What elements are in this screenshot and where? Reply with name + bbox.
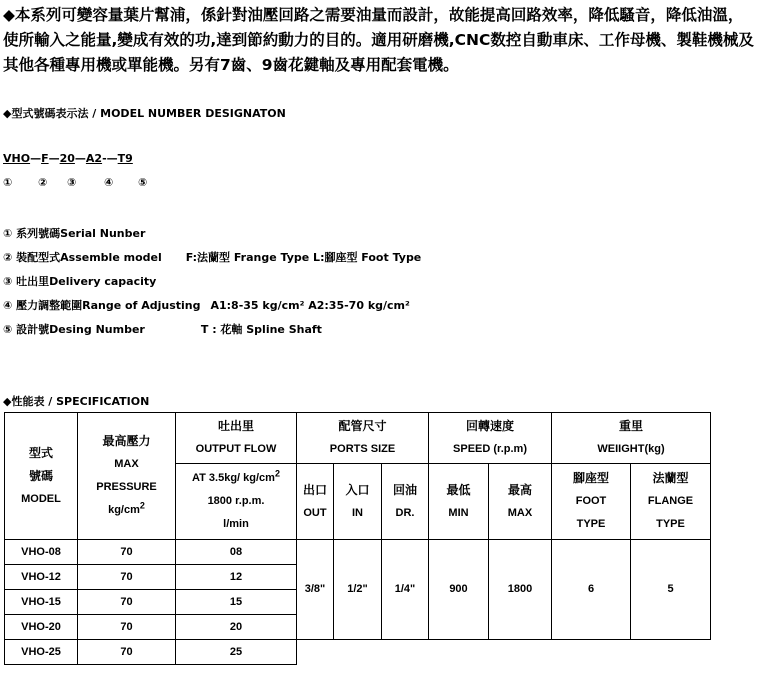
cell-pressure: 70	[78, 590, 176, 615]
header-in: 入口 IN	[334, 464, 382, 540]
model-dash: -—	[102, 152, 118, 165]
cell-foot: 6	[552, 540, 631, 640]
legend-label: ⑤ 設計號Desing Number	[3, 323, 145, 336]
empty-cell	[297, 640, 711, 665]
cell-flow: 15	[176, 590, 297, 615]
header-flow-unit: l/min	[223, 518, 249, 530]
table-row	[5, 640, 711, 665]
cell-model: VHO-12	[5, 565, 78, 590]
legend-delivery	[3, 273, 156, 289]
cell-pressure: 70	[78, 640, 176, 665]
header-flow-cn: 吐出里	[217, 419, 254, 433]
header-model	[5, 413, 78, 540]
cell-in: 1/2"	[334, 540, 382, 640]
legend-extra: T : 花軸 Spline Shaft	[200, 323, 322, 336]
header-speed	[429, 413, 552, 464]
header-weight-cn: 重里	[618, 419, 643, 433]
cell-max: 1800	[489, 540, 552, 640]
header-weight-en: WEIIGHT(kg)	[597, 443, 665, 455]
header-pressure-en1: MAX	[114, 458, 139, 470]
legend-label: ③ 吐出里Delivery capacity	[3, 275, 157, 288]
header-foot: 腳座型 FOOT TYPE	[552, 464, 631, 540]
cell-model: VHO-25	[5, 640, 78, 665]
header-flow-pressure: AT 3.5kg/ $kg/cm^2$	[192, 468, 280, 484]
cell-flow: 25	[176, 640, 297, 665]
model-dash: —	[74, 152, 86, 165]
legend-design	[3, 321, 322, 337]
legend-label: ④ 壓力調整範圍Range of Adjusting	[3, 299, 201, 312]
cell-min: 900	[429, 540, 489, 640]
header-model-cn2: 號碼	[28, 468, 53, 483]
cell-flow: 20	[176, 615, 297, 640]
header-pressure-unit: $kg/cm^2$	[108, 500, 145, 516]
header-model-en: MODEL	[21, 492, 61, 505]
header-flow-condition	[176, 464, 297, 540]
cell-model: VHO-15	[5, 590, 78, 615]
cell-model: VHO-08	[5, 540, 78, 565]
header-flange: 法蘭型 FLANGE TYPE	[631, 464, 711, 540]
model-part-assembly: F	[41, 152, 49, 165]
header-min: 最低 MIN	[429, 464, 489, 540]
marker-5: ⑤	[138, 176, 148, 189]
cell-dr: 1/4"	[382, 540, 429, 640]
model-part-design: T9	[117, 152, 133, 165]
cell-pressure: 70	[78, 615, 176, 640]
cell-model: VHO-20	[5, 615, 78, 640]
legend-extra: F:法蘭型 Frange Type L:腳座型 Foot Type	[185, 251, 422, 264]
header-flow	[176, 413, 297, 464]
cell-pressure: 70	[78, 540, 176, 565]
marker-3: ③	[67, 176, 77, 189]
marker-2: ②	[38, 176, 48, 189]
header-weight	[552, 413, 711, 464]
header-pressure-cn: 最高壓力	[102, 434, 151, 448]
marker-4: ④	[104, 176, 114, 189]
legend-assembly	[3, 249, 421, 265]
model-part-pressure: A2	[85, 152, 103, 165]
cell-pressure: 70	[78, 565, 176, 590]
legend-pressure	[3, 297, 410, 313]
cell-flow: 08	[176, 540, 297, 565]
model-dash: —	[30, 152, 42, 165]
header-pressure-en2: PRESSURE	[96, 481, 157, 493]
header-ports-en: PORTS SIZE	[329, 443, 396, 455]
cell-flow: 12	[176, 565, 297, 590]
table-row	[5, 540, 711, 565]
legend-label: ① 系列號碼Serial Nunber	[3, 227, 146, 240]
header-flow-rpm: 1800 r.p.m.	[207, 495, 265, 507]
legend-label: ② 裝配型式Assemble model	[3, 251, 162, 264]
spec-heading: ◆性能表 / SPECIFICATION	[3, 395, 150, 408]
cell-out: 3/8"	[297, 540, 334, 640]
model-part-series: VHO	[3, 152, 31, 165]
header-speed-en: SPEED (r.p.m)	[453, 443, 527, 455]
header-pressure	[78, 413, 176, 540]
header-out: 出口 OUT	[297, 464, 334, 540]
header-ports	[297, 413, 429, 464]
header-speed-cn: 回轉速度	[465, 419, 514, 433]
header-model-cn1: 型式	[28, 445, 53, 460]
legend-serial	[3, 225, 145, 241]
header-dr: 回油 DR.	[382, 464, 429, 540]
model-part-capacity: 20	[59, 152, 75, 165]
cell-flange: 5	[631, 540, 711, 640]
specification-table	[4, 412, 711, 665]
model-heading: ◆型式號碼表示法 / MODEL NUMBER DESIGNATON	[3, 107, 286, 120]
model-dash: —	[48, 152, 60, 165]
header-max: 最高 MAX	[489, 464, 552, 540]
legend-extra: A1:8-35 kg/cm² A2:35-70 kg/cm²	[210, 299, 410, 312]
intro-paragraph: ◆本系列可變容量葉片幫浦，係針對油壓回路之需要油量而設計，故能提高回路效率，降低騷音，降低油溫，使所輸入之能量,變成有效的功,達到節約動力的目的。適用研磨機,CNC数控自動車床、工作母機、製鞋機械及其他各種專用機或單能機。另有7齒、9齒花鍵軸及專用配套電機。	[3, 6, 754, 74]
header-ports-cn: 配管尺寸	[338, 419, 387, 433]
header-flow-en: OUTPUT FLOW	[195, 443, 277, 455]
model-code	[3, 152, 133, 165]
marker-1: ①	[3, 176, 13, 189]
